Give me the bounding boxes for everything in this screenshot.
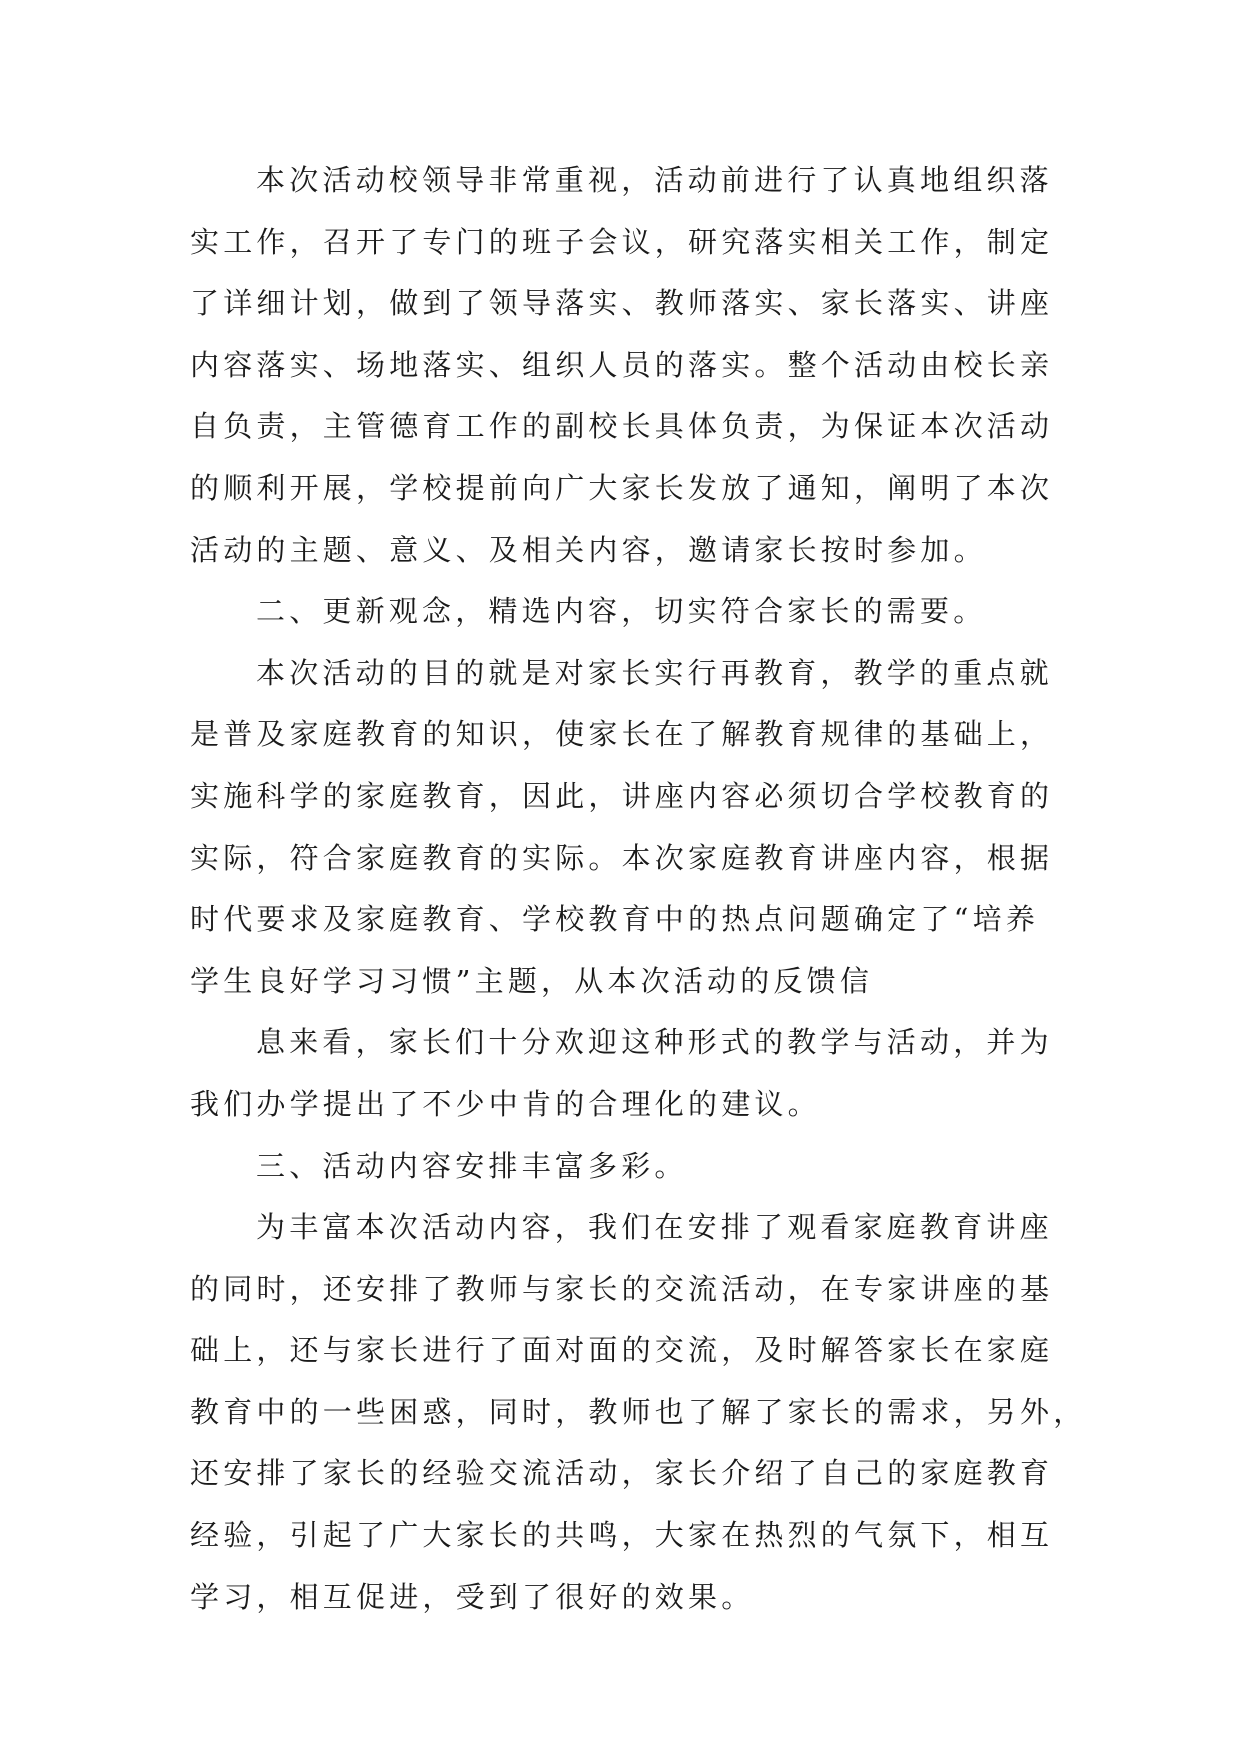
text-line: 实工作，召开了专门的班子会议，研究落实相关工作，制定 <box>190 224 1054 259</box>
paragraph-content-selection <box>190 643 1060 1013</box>
text-line: 础上，还与家长进行了面对面的交流，及时解答家长在家庭 <box>190 1333 1054 1368</box>
text-line: 学习，相互促进，受到了很好的效果。 <box>190 1579 755 1614</box>
text-line: 时代要求及家庭教育、学校教育中的热点问题确定了“培养 <box>190 902 1040 937</box>
text-line: 自负责，主管德育工作的副校长具体负责，为保证本次活动 <box>190 409 1054 444</box>
section-heading-2 <box>190 581 1060 643</box>
text-line: 的顺利开展，学校提前向广大家长发放了通知，阐明了本次 <box>190 470 1054 505</box>
text-line: 的同时，还安排了教师与家长的交流活动，在专家讲座的基 <box>190 1271 1054 1306</box>
text-line: 本次活动校领导非常重视，活动前进行了认真地组织落 <box>256 163 1053 197</box>
text-line: 实施科学的家庭教育，因此，讲座内容必须切合学校教育的 <box>190 778 1054 813</box>
paragraph-feedback <box>190 1012 1060 1135</box>
text-line: 三、活动内容安排丰富多彩。 <box>256 1148 688 1183</box>
section-heading-3 <box>190 1136 1060 1198</box>
text-line: 是普及家庭教育的知识，使家长在了解教育规律的基础上， <box>190 717 1054 752</box>
text-line: 内容落实、场地落实、组织人员的落实。整个活动由校长亲 <box>190 347 1054 382</box>
text-line: 本次活动的目的就是对家长实行再教育，教学的重点就 <box>256 655 1053 690</box>
text-line: 息来看，家长们十分欢迎这种形式的教学与活动，并为 <box>256 1025 1053 1060</box>
text-line: 学生良好学习习惯”主题，从本次活动的反馈信 <box>190 963 874 998</box>
text-line: 二、更新观念，精选内容，切实符合家长的需要。 <box>256 594 987 629</box>
text-line: 实际，符合家庭教育的实际。本次家庭教育讲座内容，根据 <box>190 840 1054 875</box>
text-line: 教育中的一些困惑，同时，教师也了解了家长的需求，另外， <box>190 1394 1087 1429</box>
text-line: 我们办学提出了不少中肯的合理化的建议。 <box>190 1086 821 1121</box>
text-line: 为丰富本次活动内容，我们在安排了观看家庭教育讲座 <box>256 1210 1053 1245</box>
text-line: 了详细计划，做到了领导落实、教师落实、家长落实、讲座 <box>190 286 1054 321</box>
text-line: 活动的主题、意义、及相关内容，邀请家长按时参加。 <box>190 532 987 567</box>
text-line: 经验，引起了广大家长的共鸣，大家在热烈的气氛下，相互 <box>190 1518 1054 1553</box>
document-body <box>190 150 1087 1628</box>
text-line: 还安排了家长的经验交流活动，家长介绍了自己的家庭教育 <box>190 1456 1054 1491</box>
paragraph-activities <box>190 1197 1087 1628</box>
paragraph-preparation <box>190 150 1060 581</box>
